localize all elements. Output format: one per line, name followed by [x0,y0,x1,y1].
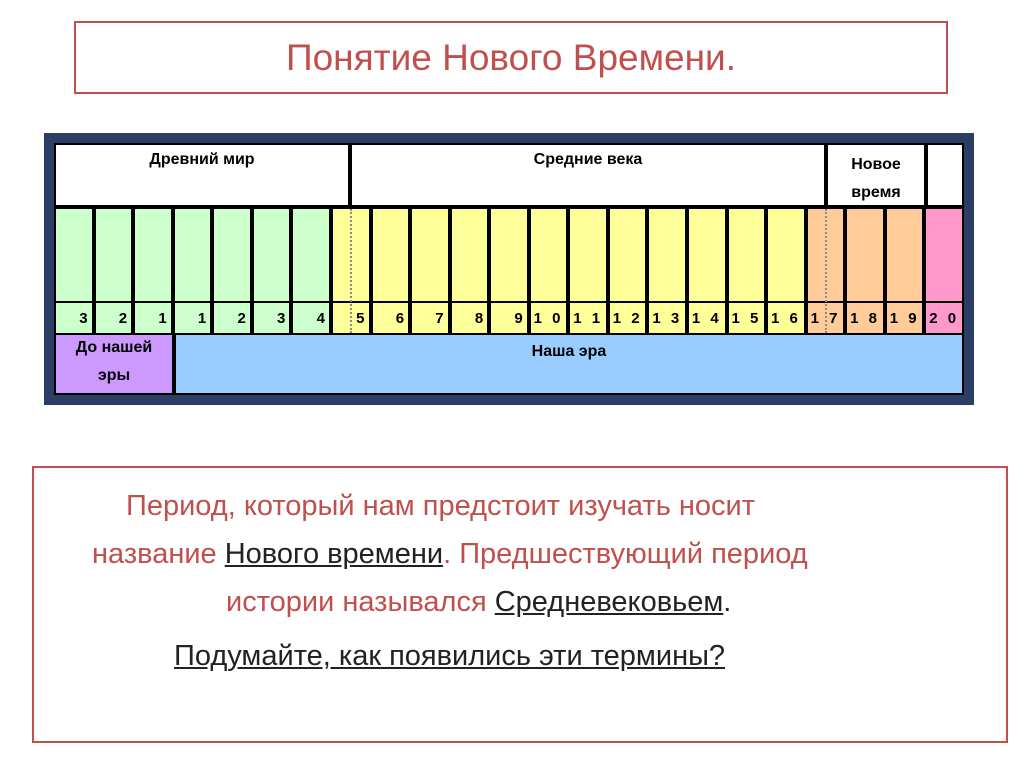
century-number: 9 [491,303,527,333]
century-number: 3 [254,303,290,333]
text-box [32,466,1008,743]
era-medieval [352,145,824,205]
century-number: 1 9 [887,303,923,333]
century-number: 3 [56,303,92,333]
century-column [531,209,567,301]
century-number: 1 1 [570,303,606,333]
bce-label-line2: эры [97,367,131,384]
century-number: 1 3 [649,303,685,333]
page-title: Понятие Нового Времени. [286,36,736,78]
century-column [649,209,685,301]
era-medieval-label: Средние века [533,151,643,168]
century-number: 1 6 [768,303,804,333]
century-column [214,209,250,301]
era-ancient [56,145,348,205]
century-column [373,209,409,301]
century-number: 1 0 [531,303,567,333]
question-line: Подумайте, как появились эти термины? [174,640,726,672]
ce-label: Наша эра [531,343,607,360]
century-column [887,209,923,301]
century-column [610,209,646,301]
timeline-grid [54,143,964,395]
timeline-chart [44,133,974,405]
paragraph-line-3 [226,586,731,619]
paragraph-line-2-prefix: название [92,538,225,570]
century-number: 1 5 [729,303,765,333]
era-boundary-ancient [350,209,352,333]
century-column [175,209,211,301]
century-number: 1 7 [808,303,844,333]
century-number: 5 [333,303,369,333]
era-empty [928,145,962,205]
century-number: 8 [452,303,488,333]
paragraph-line-3-suffix: . [723,586,732,618]
century-number: 2 [96,303,132,333]
century-column [729,209,765,301]
century-column [254,209,290,301]
century-number: 1 [175,303,211,333]
century-column [293,209,329,301]
century-number: 6 [373,303,409,333]
century-column [96,209,132,301]
paragraph-line-1: Период, который нам предстоит изучать носит [126,490,755,522]
era-modern [828,145,924,205]
paragraph-line-3-prefix: истории назывался [226,586,495,618]
century-column [412,209,448,301]
century-number: 7 [412,303,448,333]
century-column [452,209,488,301]
century-column [689,209,725,301]
century-column [56,209,92,301]
century-column [491,209,527,301]
century-column [926,209,962,301]
century-number: 2 [214,303,250,333]
era-modern-label: Новое время [851,156,901,201]
title-box [74,21,948,94]
century-column [768,209,804,301]
bce-cell [56,335,172,393]
era-boundary-medieval [825,209,827,333]
century-number: 4 [293,303,329,333]
century-column [847,209,883,301]
paragraph-line-2-suffix: . Предшествующий период [443,538,808,570]
term-middle-ages: Средневековьем [494,586,724,618]
term-new-time: Нового времени [224,538,444,570]
century-column [135,209,171,301]
century-numbers [54,303,964,333]
century-number: 1 8 [847,303,883,333]
century-number: 1 4 [689,303,725,333]
bce-label-line1: До нашей [75,339,153,356]
century-number: 2 0 [926,303,962,333]
paragraph-line-2 [92,538,808,571]
century-number: 1 2 [610,303,646,333]
century-number: 1 [135,303,171,333]
era-ancient-label: Древний мир [149,151,255,168]
century-column [570,209,606,301]
ce-cell [176,335,962,393]
